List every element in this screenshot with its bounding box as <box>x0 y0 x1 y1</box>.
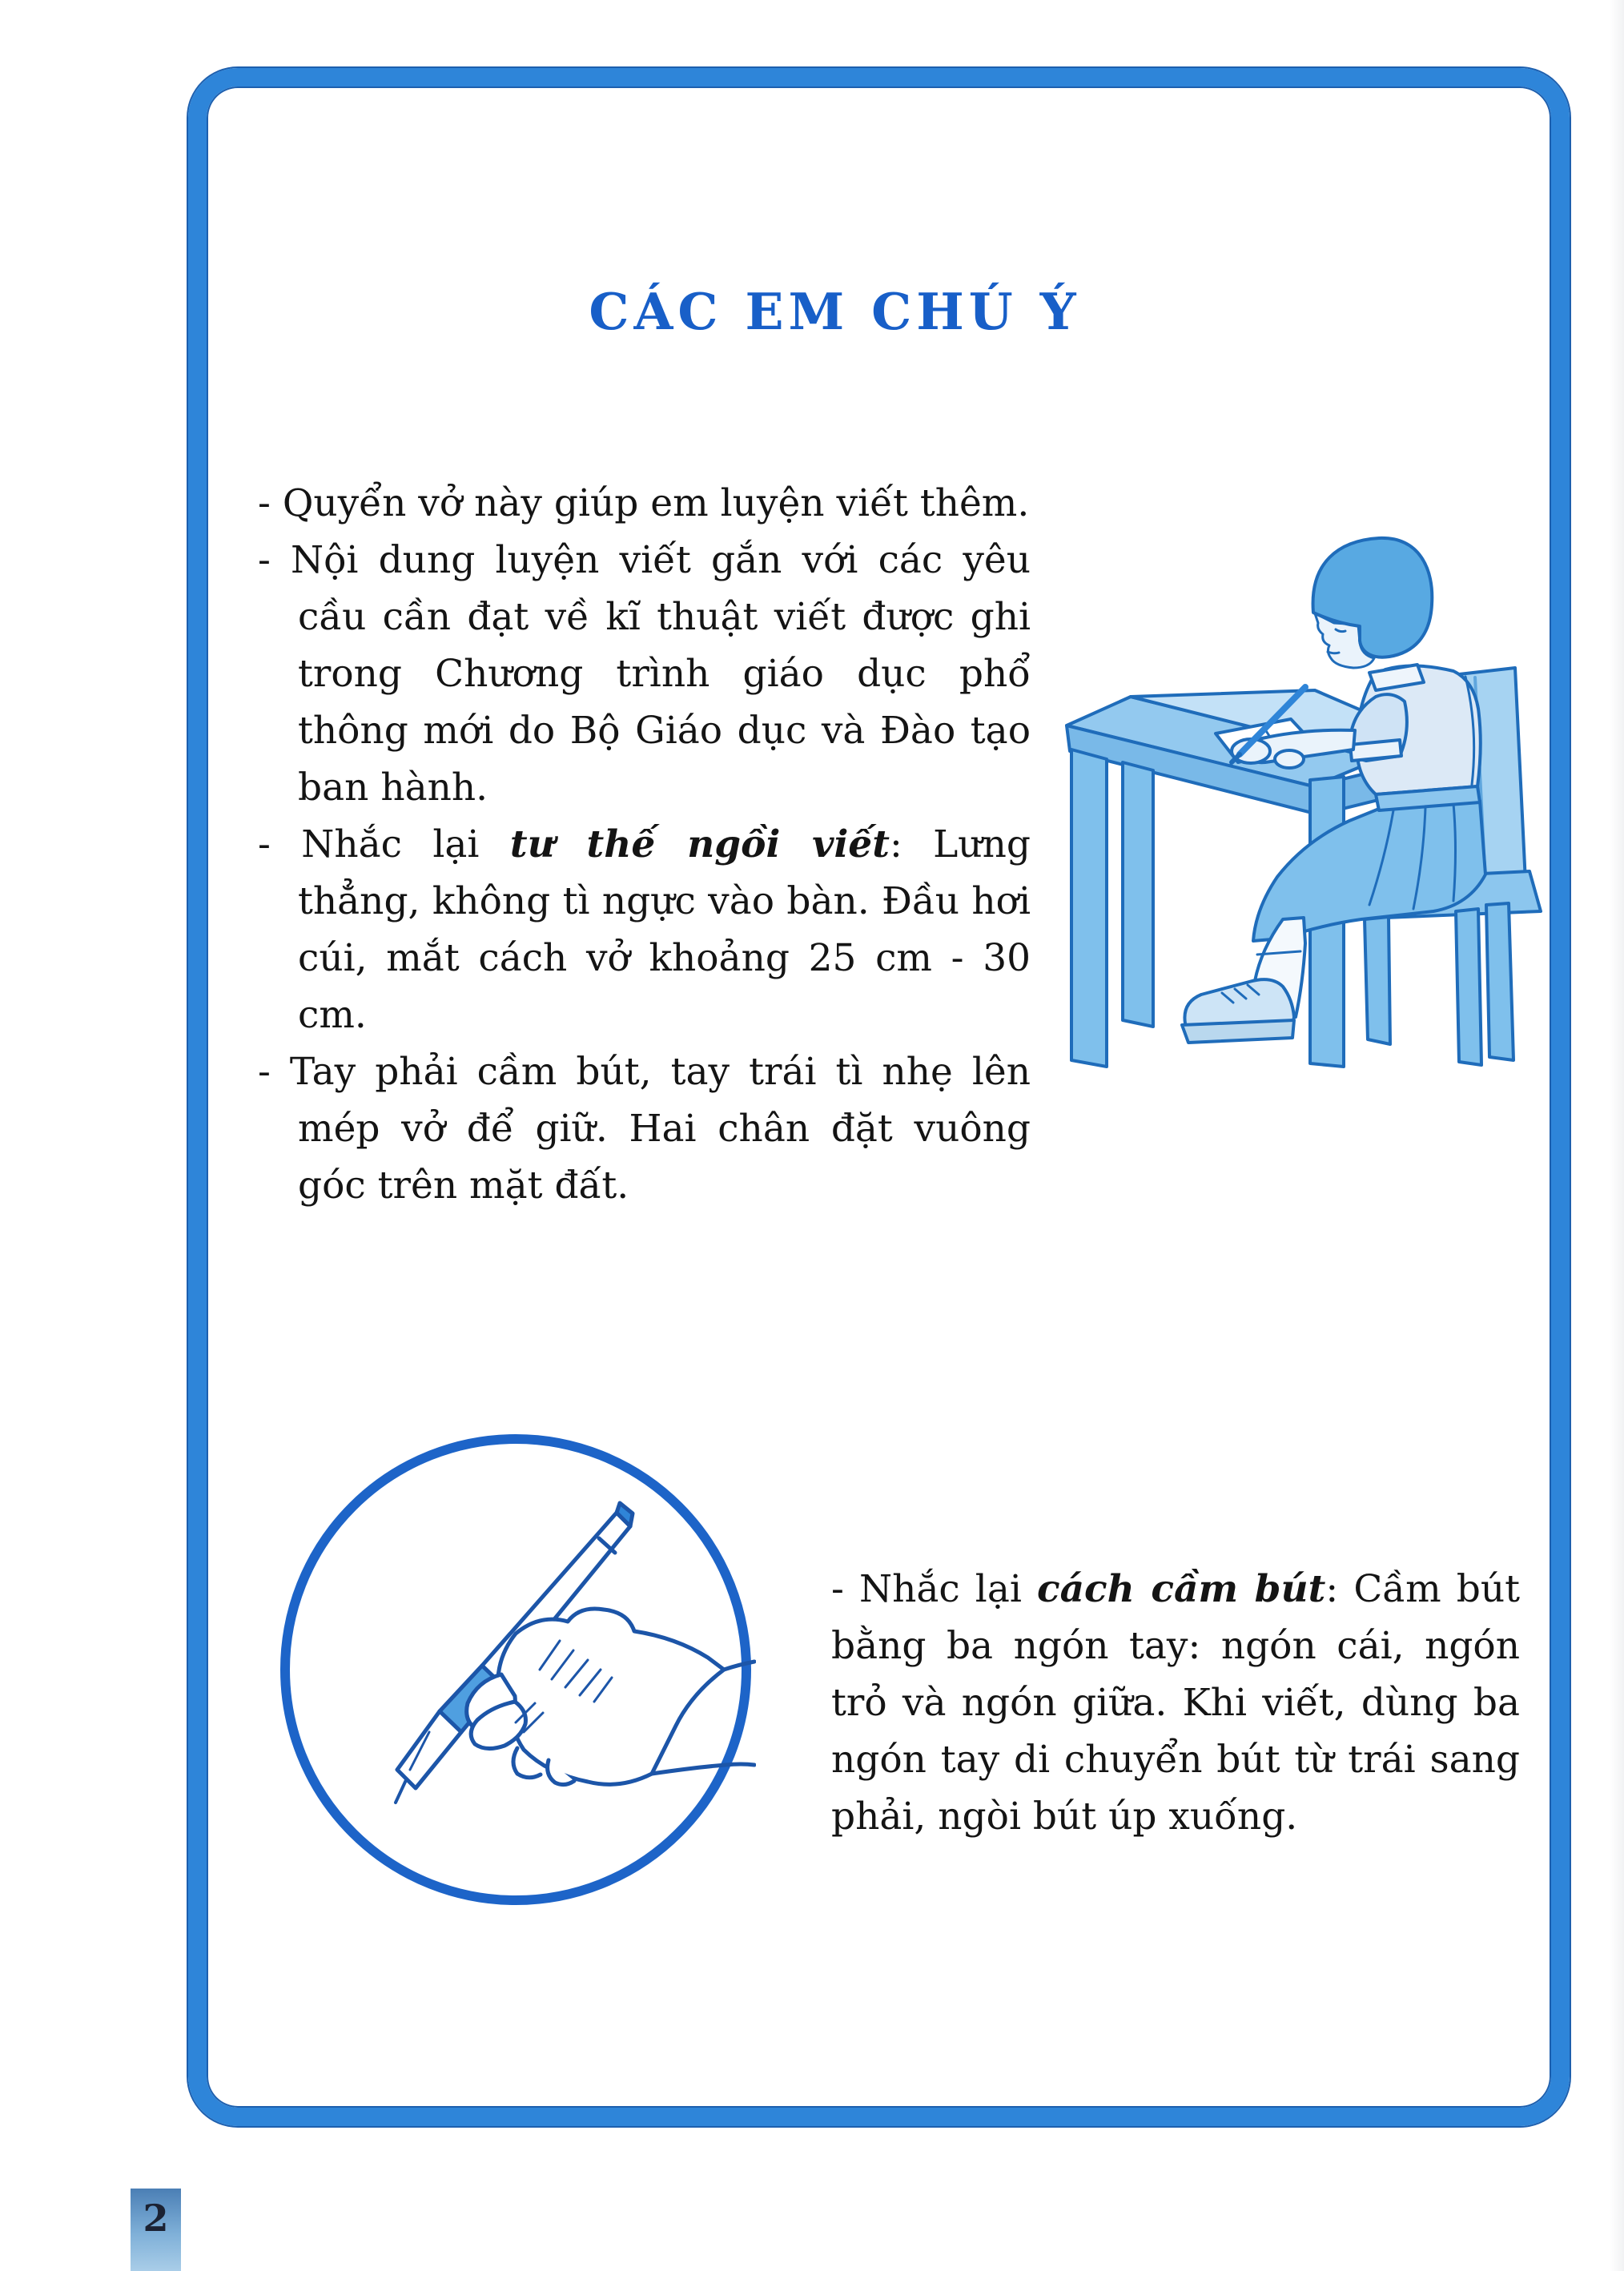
note-text: - Nhắc lại <box>831 1567 1037 1611</box>
chair-legs <box>1365 903 1513 1065</box>
notes-list <box>258 475 1031 1214</box>
page-title: CÁC EM CHÚ Ý <box>589 282 1081 341</box>
note-text: - Nhắc lại <box>258 822 510 866</box>
girl-writing-at-desk-icon <box>1017 504 1546 1073</box>
note-text: - Nội dung luyện viết gắn với các yêu cầu cần đạt về kĩ thuật viết được ghi trong Chương trình giáo dục phổ thông mới do Bộ Giáo dục và Đào tạo ban hành. <box>258 538 1031 810</box>
note-item-4 <box>258 1043 1031 1214</box>
pen-grip-note <box>831 1561 1520 1845</box>
note-item-2 <box>258 532 1031 816</box>
hand-holding-pen-icon <box>275 1429 756 1910</box>
note-item-1 <box>258 475 1031 532</box>
note-text: : Lưng thẳng, không tì ngực vào bàn. Đầu hơi cúi, mắt cách vở khoảng 25 cm - 30 cm. <box>298 822 1031 1037</box>
page-number: 2 <box>143 2197 169 2240</box>
note-emphasis: cách cầm bút <box>1036 1567 1326 1611</box>
girl-writing-illustration <box>1017 504 1546 1073</box>
page-number-tab <box>131 2189 181 2271</box>
note-text: - Quyển vở này giúp em luyện viết thêm. <box>258 481 1030 525</box>
note-emphasis: tư thế ngồi viết <box>509 822 890 866</box>
hand-holding-pen-illustration <box>275 1429 756 1910</box>
note-text: : Cầm bút bằng ba ngón tay: ngón cái, ngón trỏ và ngón giữa. Khi viết, dùng ba ngón tay di chuyển bút từ trái sang phải, ngòi bút úp xuống. <box>831 1567 1520 1839</box>
scan-edge-shading <box>1610 0 1624 2271</box>
note-item-3 <box>258 816 1031 1043</box>
note-text: - Tay phải cầm bút, tay trái tì nhẹ lên mép vở để giữ. Hai chân đặt vuông góc trên mặt đất. <box>258 1050 1031 1208</box>
